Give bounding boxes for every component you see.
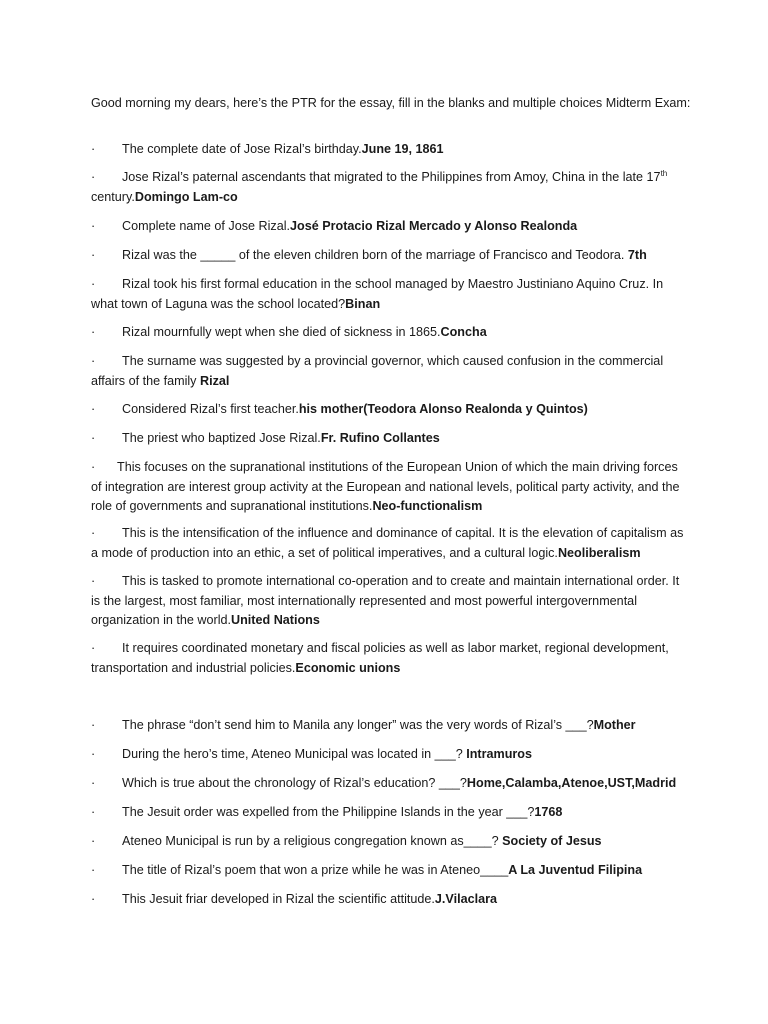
list-item xyxy=(91,832,691,852)
answer-text: J.Vilaclara xyxy=(434,892,497,906)
list-item xyxy=(91,861,691,881)
answer-text: June 19, 1861 xyxy=(361,142,444,156)
question-text: This focuses on the supranational institutions of the European Union of which the main driving forces of integration are interest group activity at the European and national levels, political party activity, and the role of governments and supranational institutions. xyxy=(91,460,680,514)
list-item xyxy=(91,352,691,391)
answer-text: United Nations xyxy=(231,613,320,628)
question-text: Rizal took his first formal education in the school managed by Maestro Justiniano Aquino Cruz. In what town of Laguna was the school located? xyxy=(91,277,664,311)
list-item xyxy=(91,275,691,314)
bullet: · xyxy=(91,641,96,655)
superscript: th xyxy=(660,168,668,178)
bullet: · xyxy=(91,805,96,819)
bullet: · xyxy=(91,354,96,368)
bullet: · xyxy=(91,325,96,339)
list-item xyxy=(91,639,691,678)
bullet: · xyxy=(91,776,96,790)
list-item xyxy=(91,429,691,449)
answer-text: Home,Calamba,Atenoe,UST,Madrid xyxy=(466,776,677,790)
question-text: Which is true about the chronology of Rizal’s education? ___? xyxy=(122,776,467,790)
question-text: Complete name of Jose Rizal. xyxy=(122,219,290,233)
answer-text: 1768 xyxy=(534,805,563,819)
answer-text: Neo-functionalism xyxy=(372,499,483,514)
question-text: The Jesuit order was expelled from the Philippine Islands in the year ___? xyxy=(122,805,535,819)
question-text: Jose Rizal’s paternal ascendants that migrated to the Philippines from Amoy, China in the late 17 xyxy=(122,170,661,184)
answer-text: Intramuros xyxy=(466,747,532,761)
list-item xyxy=(91,217,691,237)
answer-text: Society of Jesus xyxy=(502,834,602,848)
question-text: Considered Rizal’s first teacher. xyxy=(122,402,299,416)
intro-paragraph: Good morning my dears, here’s the PTR for the essay, fill in the blanks and multiple choices Midterm Exam: xyxy=(91,96,691,110)
bullet: · xyxy=(91,431,96,445)
answer-text: Economic unions xyxy=(295,660,401,675)
answer-text: Binan xyxy=(345,296,381,311)
answer-text: 7th xyxy=(627,248,647,262)
bullet: · xyxy=(91,142,96,156)
question-text: The title of Rizal’s poem that won a prize while he was in Ateneo____ xyxy=(122,863,509,877)
list-item xyxy=(91,716,691,736)
answer-text: Rizal xyxy=(199,373,230,388)
list-item xyxy=(91,140,691,160)
question-text-cont: century. xyxy=(91,189,135,204)
bullet: · xyxy=(91,574,96,588)
bullet: · xyxy=(91,526,96,540)
bullet: · xyxy=(91,170,96,184)
answer-text: his mother(Teodora Alonso Realonda y Quintos) xyxy=(298,402,588,416)
answer-text: Neoliberalism xyxy=(557,545,641,560)
answer-text: Concha xyxy=(440,325,487,339)
bullet: · xyxy=(91,277,96,291)
question-text: During the hero’s time, Ateneo Municipal was located in ___? xyxy=(122,747,467,761)
question-text: Ateneo Municipal is run by a religious congregation known as____? xyxy=(122,834,503,848)
question-text: Rizal was the _____ of the eleven children born of the marriage of Francisco and Teodora. xyxy=(122,248,628,262)
bullet: · xyxy=(91,863,96,877)
list-item xyxy=(91,246,691,266)
bullet: · xyxy=(91,219,96,233)
question-text: This is tasked to promote international co-operation and to create and maintain international order. It is the largest, most familiar, most internationally represented and most powerful intergovernmental organization in the world. xyxy=(91,574,680,628)
bullet: · xyxy=(91,718,96,732)
list-item xyxy=(91,458,691,517)
bullet: · xyxy=(91,402,96,416)
question-text: The phrase “don’t send him to Manila any longer” was the very words of Rizal’s ___? xyxy=(122,718,594,732)
answer-text: A La Juventud Filipina xyxy=(508,863,643,877)
answer-text: Fr. Rufino Collantes xyxy=(320,431,440,445)
list-item xyxy=(91,803,691,823)
question-text: This is the intensification of the influence and dominance of capital. It is the elevation of capitalism as a mode of production into an ethic, a set of political imperatives, and a cultural logic. xyxy=(91,526,684,560)
question-text: It requires coordinated monetary and fiscal policies as well as labor market, regional development, transportation and industrial policies. xyxy=(91,641,669,675)
question-text: The priest who baptized Jose Rizal. xyxy=(122,431,321,445)
list-item xyxy=(91,524,691,563)
answer-text: José Protacio Rizal Mercado y Alonso Realonda xyxy=(290,219,578,233)
answer-text: Mother xyxy=(593,718,636,732)
list-item xyxy=(91,168,691,207)
question-text: The surname was suggested by a provincial governor, which caused confusion in the commercial affairs of the family xyxy=(91,354,664,388)
bullet: · xyxy=(91,892,96,906)
list-item xyxy=(91,774,691,794)
question-text: Rizal mournfully wept when she died of sickness in 1865. xyxy=(122,325,441,339)
bullet: · xyxy=(91,248,96,262)
list-item xyxy=(91,323,691,343)
list-item xyxy=(91,400,691,420)
bullet: · xyxy=(91,834,96,848)
bullet: · xyxy=(91,460,96,474)
question-text: This Jesuit friar developed in Rizal the scientific attitude. xyxy=(122,892,435,906)
question-text: The complete date of Jose Rizal’s birthday. xyxy=(122,142,362,156)
bullet: · xyxy=(91,747,96,761)
list-item xyxy=(91,572,691,631)
answer-text: Domingo Lam-co xyxy=(134,189,238,204)
list-item xyxy=(91,890,691,910)
list-item xyxy=(91,745,691,765)
